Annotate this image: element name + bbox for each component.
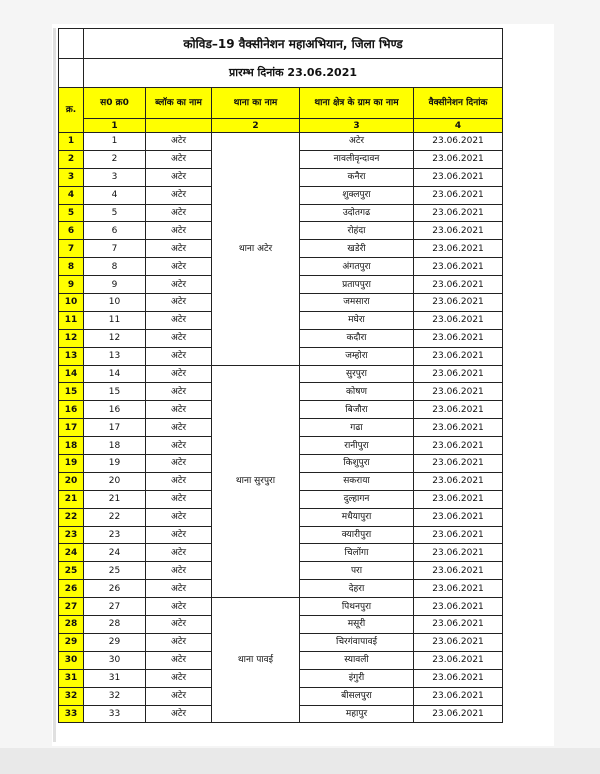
col-number-4: 4 — [414, 119, 503, 133]
header-date: वैक्सीनेशन दिनांक — [414, 88, 503, 119]
vaccination-table — [58, 28, 503, 723]
row-sno: 5 — [84, 204, 146, 222]
row-village: सुरपुरा — [300, 365, 414, 383]
row-village: क्यारीपुरा — [300, 526, 414, 544]
col-number-2: 2 — [212, 119, 300, 133]
header-thana: थाना का नाम — [212, 88, 300, 119]
row-block: अटेर — [146, 133, 212, 151]
row-serial: 25 — [59, 562, 84, 580]
row-village: इंगुरी — [300, 669, 414, 687]
row-block: अटेर — [146, 437, 212, 455]
row-village: कनैरा — [300, 168, 414, 186]
row-date: 23.06.2021 — [414, 240, 503, 258]
row-date: 23.06.2021 — [414, 168, 503, 186]
row-sno: 4 — [84, 186, 146, 204]
row-village: जम्होरा — [300, 347, 414, 365]
row-serial: 19 — [59, 455, 84, 473]
row-date: 23.06.2021 — [414, 419, 503, 437]
row-serial: 32 — [59, 687, 84, 705]
row-village: महापुर — [300, 705, 414, 723]
row-sno: 23 — [84, 526, 146, 544]
row-date: 23.06.2021 — [414, 383, 503, 401]
row-block: अटेर — [146, 204, 212, 222]
header-row — [59, 88, 503, 119]
row-block: अटेर — [146, 490, 212, 508]
row-block: अटेर — [146, 705, 212, 723]
table-row — [59, 598, 503, 616]
row-village: उदोतगढ — [300, 204, 414, 222]
row-block: अटेर — [146, 383, 212, 401]
row-serial: 23 — [59, 526, 84, 544]
column-number-row — [59, 119, 503, 133]
row-sno: 25 — [84, 562, 146, 580]
row-date: 23.06.2021 — [414, 365, 503, 383]
row-serial: 2 — [59, 150, 84, 168]
row-village: चिलोंगा — [300, 544, 414, 562]
row-thana: थाना सुरपुरा — [212, 365, 300, 598]
row-village: बिजौरा — [300, 401, 414, 419]
row-serial: 11 — [59, 311, 84, 329]
row-date: 23.06.2021 — [414, 311, 503, 329]
row-serial: 30 — [59, 651, 84, 669]
row-village: गढा — [300, 419, 414, 437]
row-village: मधैयापुरा — [300, 508, 414, 526]
row-date: 23.06.2021 — [414, 401, 503, 419]
row-sno: 28 — [84, 616, 146, 634]
row-date: 23.06.2021 — [414, 633, 503, 651]
row-serial: 20 — [59, 472, 84, 490]
row-sno: 12 — [84, 329, 146, 347]
row-sno: 29 — [84, 633, 146, 651]
row-serial: 12 — [59, 329, 84, 347]
row-serial: 15 — [59, 383, 84, 401]
row-block: अटेर — [146, 401, 212, 419]
header-village: थाना क्षेत्र के ग्राम का नाम — [300, 88, 414, 119]
table-row — [59, 365, 503, 383]
row-block: अटेर — [146, 472, 212, 490]
row-sno: 26 — [84, 580, 146, 598]
row-thana: थाना पावई — [212, 598, 300, 723]
row-village: जमसारा — [300, 294, 414, 312]
row-sno: 11 — [84, 311, 146, 329]
row-date: 23.06.2021 — [414, 490, 503, 508]
row-serial: 4 — [59, 186, 84, 204]
row-block: अटेर — [146, 633, 212, 651]
row-village: दुल्हागन — [300, 490, 414, 508]
row-village: अटेर — [300, 133, 414, 151]
row-sno: 1 — [84, 133, 146, 151]
row-date: 23.06.2021 — [414, 347, 503, 365]
row-serial: 3 — [59, 168, 84, 186]
row-block: अटेर — [146, 544, 212, 562]
row-date: 23.06.2021 — [414, 526, 503, 544]
background-bottom — [0, 748, 600, 774]
row-sno: 24 — [84, 544, 146, 562]
row-block: अटेर — [146, 562, 212, 580]
row-sno: 17 — [84, 419, 146, 437]
title-row — [59, 29, 503, 59]
row-date: 23.06.2021 — [414, 204, 503, 222]
row-date: 23.06.2021 — [414, 598, 503, 616]
row-serial: 27 — [59, 598, 84, 616]
row-village: किशुपुरा — [300, 455, 414, 473]
row-serial: 9 — [59, 276, 84, 294]
row-date: 23.06.2021 — [414, 437, 503, 455]
row-block: अटेर — [146, 651, 212, 669]
row-sno: 19 — [84, 455, 146, 473]
row-serial: 6 — [59, 222, 84, 240]
row-block: अटेर — [146, 168, 212, 186]
row-date: 23.06.2021 — [414, 294, 503, 312]
row-date: 23.06.2021 — [414, 562, 503, 580]
row-block: अटेर — [146, 150, 212, 168]
row-village: स्यावली — [300, 651, 414, 669]
row-date: 23.06.2021 — [414, 651, 503, 669]
row-sno: 13 — [84, 347, 146, 365]
title-blank-cell — [59, 29, 84, 59]
row-date: 23.06.2021 — [414, 222, 503, 240]
row-serial: 33 — [59, 705, 84, 723]
row-village: देहरा — [300, 580, 414, 598]
row-village: प्रतापपुरा — [300, 276, 414, 294]
row-serial: 18 — [59, 437, 84, 455]
row-village: नावलीवृन्दावन — [300, 150, 414, 168]
row-block: अटेर — [146, 258, 212, 276]
row-block: अटेर — [146, 311, 212, 329]
row-sno: 22 — [84, 508, 146, 526]
row-serial: 13 — [59, 347, 84, 365]
row-date: 23.06.2021 — [414, 687, 503, 705]
row-date: 23.06.2021 — [414, 580, 503, 598]
row-serial: 29 — [59, 633, 84, 651]
subtitle-blank-cell — [59, 59, 84, 88]
row-date: 23.06.2021 — [414, 472, 503, 490]
row-date: 23.06.2021 — [414, 544, 503, 562]
row-village: अंगतपुरा — [300, 258, 414, 276]
row-block: अटेर — [146, 294, 212, 312]
row-date: 23.06.2021 — [414, 133, 503, 151]
row-date: 23.06.2021 — [414, 669, 503, 687]
row-sno: 30 — [84, 651, 146, 669]
row-serial: 8 — [59, 258, 84, 276]
row-block: अटेर — [146, 508, 212, 526]
row-serial: 31 — [59, 669, 84, 687]
row-village: सकराया — [300, 472, 414, 490]
row-block: अटेर — [146, 240, 212, 258]
row-block: अटेर — [146, 687, 212, 705]
row-village: मघेरा — [300, 311, 414, 329]
row-sno: 9 — [84, 276, 146, 294]
row-serial: 5 — [59, 204, 84, 222]
row-block: अटेर — [146, 365, 212, 383]
row-village: बीसलपुरा — [300, 687, 414, 705]
row-sno: 32 — [84, 687, 146, 705]
document-title: कोविड–19 वैक्सीनेशन महाअभियान, जिला भिण्ड — [84, 29, 503, 59]
row-sno: 6 — [84, 222, 146, 240]
row-block: अटेर — [146, 222, 212, 240]
row-date: 23.06.2021 — [414, 258, 503, 276]
row-serial: 16 — [59, 401, 84, 419]
row-block: अटेर — [146, 669, 212, 687]
header-block: ब्लॉक का नाम — [146, 88, 212, 119]
row-block: अटेर — [146, 580, 212, 598]
row-block: अटेर — [146, 276, 212, 294]
row-village: खडेरी — [300, 240, 414, 258]
row-sno: 18 — [84, 437, 146, 455]
row-block: अटेर — [146, 186, 212, 204]
row-serial: 24 — [59, 544, 84, 562]
row-sno: 21 — [84, 490, 146, 508]
row-block: अटेर — [146, 616, 212, 634]
row-sno: 7 — [84, 240, 146, 258]
row-sno: 10 — [84, 294, 146, 312]
document-subtitle: प्रारम्भ दिनांक 23.06.2021 — [84, 59, 503, 88]
row-block: अटेर — [146, 329, 212, 347]
row-serial: 22 — [59, 508, 84, 526]
row-sno: 3 — [84, 168, 146, 186]
row-sno: 33 — [84, 705, 146, 723]
row-thana: थाना अटेर — [212, 133, 300, 366]
row-village: मसूरी — [300, 616, 414, 634]
row-serial: 1 — [59, 133, 84, 151]
row-village: कदौरा — [300, 329, 414, 347]
row-block: अटेर — [146, 526, 212, 544]
col-number-empty — [146, 119, 212, 133]
row-block: अटेर — [146, 455, 212, 473]
row-sno: 8 — [84, 258, 146, 276]
row-date: 23.06.2021 — [414, 329, 503, 347]
sheet-shadow — [53, 28, 56, 742]
table-row — [59, 133, 503, 151]
row-date: 23.06.2021 — [414, 186, 503, 204]
row-sno: 14 — [84, 365, 146, 383]
row-sno: 15 — [84, 383, 146, 401]
row-village: रोहंदा — [300, 222, 414, 240]
row-block: अटेर — [146, 598, 212, 616]
row-village: रानीपुरा — [300, 437, 414, 455]
row-sno: 31 — [84, 669, 146, 687]
row-serial: 26 — [59, 580, 84, 598]
header-serial: क्र. — [59, 88, 84, 133]
row-sno: 27 — [84, 598, 146, 616]
row-serial: 28 — [59, 616, 84, 634]
row-serial: 21 — [59, 490, 84, 508]
subtitle-row — [59, 59, 503, 88]
header-sno: स0 क्र0 — [84, 88, 146, 119]
row-date: 23.06.2021 — [414, 705, 503, 723]
row-date: 23.06.2021 — [414, 616, 503, 634]
row-block: अटेर — [146, 347, 212, 365]
row-village: पिथनपुरा — [300, 598, 414, 616]
row-date: 23.06.2021 — [414, 508, 503, 526]
row-village: चिरगंवापावई — [300, 633, 414, 651]
row-village: परा — [300, 562, 414, 580]
col-number-1: 1 — [84, 119, 146, 133]
row-serial: 14 — [59, 365, 84, 383]
row-sno: 2 — [84, 150, 146, 168]
row-date: 23.06.2021 — [414, 276, 503, 294]
col-number-3: 3 — [300, 119, 414, 133]
row-sno: 20 — [84, 472, 146, 490]
row-serial: 17 — [59, 419, 84, 437]
row-date: 23.06.2021 — [414, 455, 503, 473]
row-block: अटेर — [146, 419, 212, 437]
row-date: 23.06.2021 — [414, 150, 503, 168]
row-sno: 16 — [84, 401, 146, 419]
row-village: शुक्लपुरा — [300, 186, 414, 204]
row-serial: 10 — [59, 294, 84, 312]
row-village: कोषण — [300, 383, 414, 401]
row-serial: 7 — [59, 240, 84, 258]
